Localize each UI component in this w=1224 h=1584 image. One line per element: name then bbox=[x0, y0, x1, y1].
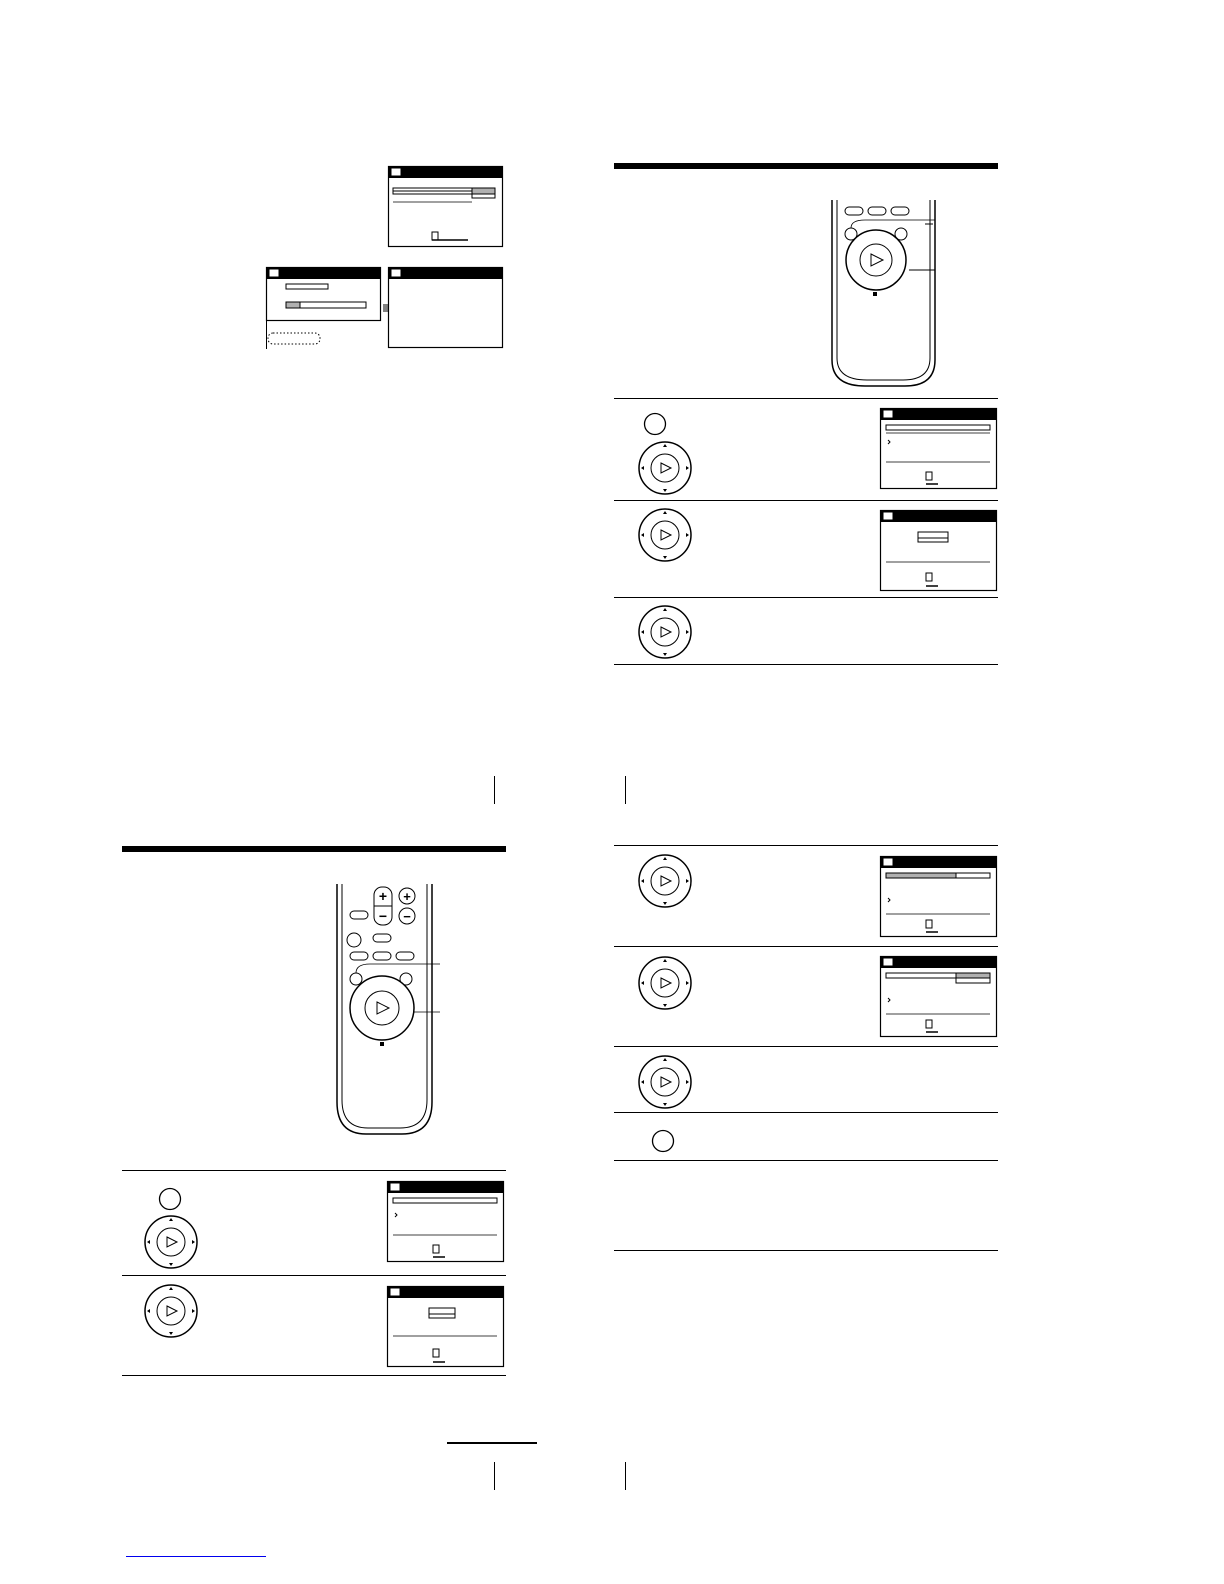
step-divider bbox=[614, 1046, 998, 1047]
step-divider bbox=[122, 1170, 506, 1171]
jog-dial-icon bbox=[637, 440, 693, 496]
remote-control-illustration bbox=[825, 200, 945, 386]
step-divider bbox=[614, 1250, 998, 1251]
page-marker bbox=[494, 1462, 495, 1490]
step-divider bbox=[614, 1160, 998, 1161]
step-divider bbox=[614, 597, 998, 598]
jog-dial-icon bbox=[637, 1054, 693, 1110]
step-divider bbox=[614, 845, 998, 846]
osd-screen-step4 bbox=[880, 956, 998, 1038]
page-marker bbox=[625, 1462, 626, 1490]
jog-dial-icon bbox=[637, 507, 693, 563]
jog-dial-icon bbox=[143, 1214, 199, 1270]
page-marker bbox=[494, 776, 495, 804]
round-button-icon bbox=[651, 1129, 675, 1153]
svg-text:+: + bbox=[403, 889, 411, 904]
jog-dial-icon bbox=[143, 1283, 199, 1339]
section-header-bar bbox=[614, 163, 998, 169]
step-divider bbox=[122, 1275, 506, 1276]
step-divider bbox=[614, 398, 998, 399]
section-header-bar bbox=[122, 846, 506, 852]
jog-dial-icon bbox=[637, 955, 693, 1011]
osd-screen-left bbox=[266, 267, 382, 349]
osd-screen-right bbox=[388, 267, 504, 349]
page-marker bbox=[625, 776, 626, 804]
footer-link-underline[interactable] bbox=[126, 1556, 266, 1557]
svg-text:−: − bbox=[378, 908, 388, 924]
osd-screen-top bbox=[388, 166, 504, 248]
svg-text:+: + bbox=[378, 888, 388, 904]
step-divider bbox=[122, 1375, 506, 1376]
remote-control-illustration bbox=[330, 884, 440, 1134]
osd-screen-step2 bbox=[387, 1286, 505, 1368]
osd-screen-step3 bbox=[880, 856, 998, 938]
step-divider bbox=[614, 664, 998, 665]
step-divider bbox=[614, 946, 998, 947]
svg-text:−: − bbox=[403, 909, 411, 924]
osd-screen-step1 bbox=[880, 408, 998, 490]
osd-screen-step2 bbox=[880, 510, 998, 592]
step-divider bbox=[614, 1112, 998, 1113]
round-button-icon bbox=[158, 1187, 182, 1211]
footer-rule bbox=[447, 1442, 537, 1444]
jog-dial-icon bbox=[637, 604, 693, 660]
round-button-icon bbox=[643, 412, 667, 436]
jog-dial-icon bbox=[637, 853, 693, 909]
step-divider bbox=[614, 500, 998, 501]
osd-screen-step1 bbox=[387, 1181, 505, 1263]
